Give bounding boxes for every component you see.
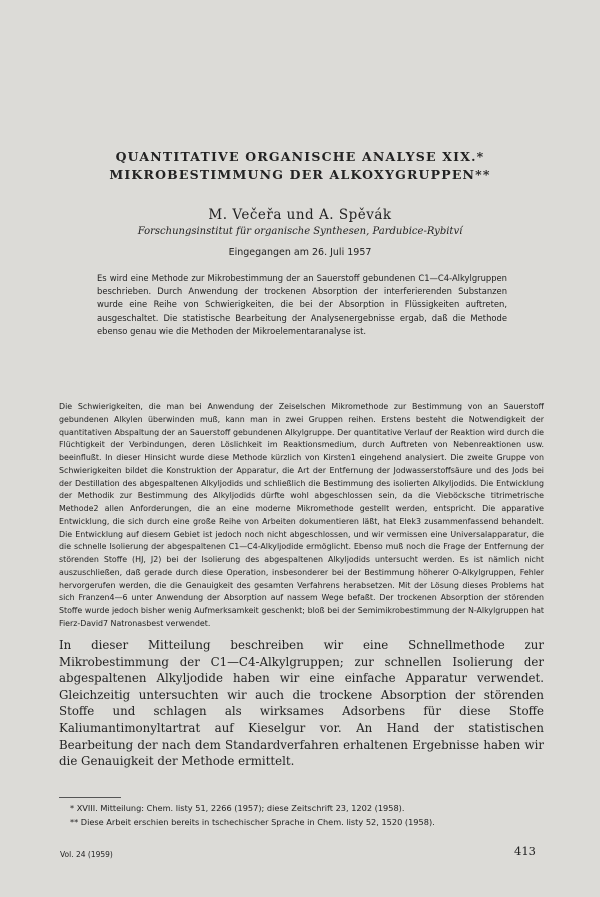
affiliation: Forschungsinstitut für organische Synthesen, Pardubice-Rybitví (137, 226, 463, 237)
body-paragraph: In dieser Mitteilung beschreiben wir eine Schnellmethode zur Mikrobestimmung der C1—C4-Alkylgruppen; zur schnellen Isolierung der abgespaltenen Alkyljodide haben wir eine einfache Apparatur verwendet. Gleichzeitig untersuchten wir auch die trockene Absorption der störenden Stoffe und schlagen als wirksames Adsorbens für diese Stoffe Kaliumantimonyltartrat auf Kieselgur vor. An Hand der statistischen Bearbeitung der nach dem Standardverfahren erhaltenen Ergebnisse haben wir die Genauigkeit der Methode ermittelt. (59, 638, 544, 769)
page-number: 413 (514, 844, 536, 858)
footnote-2: ** Diese Arbeit erschien bereits in tschechischer Sprache in Chem. listy 52, 1520 (1958). (70, 817, 435, 827)
title-line-1: QUANTITATIVE ORGANISCHE ANALYSE XIX.* (115, 149, 485, 164)
intro-paragraph: Die Schwierigkeiten, die man bei Anwendung der Zeiselschen Mikromethode zur Bestimmung von an Sauerstoff gebundenen Alkylen überwinden muß, kann man in zwei Gruppen reihen. Erstens besteht die Notwendigkeit der quantitativen Abspaltung der an Sauerstoff gebundenen Alkylgruppe. Der quantitative Verlauf der Reaktion wird durch die Flüchtigkeit der Verbindungen, deren Löslichkeit im Reaktionsmedium, durch Auftreten von Nebenreaktionen usw. beeinflußt. In dieser Hinsicht wurde diese Methode kürzlich von Kirsten1 eingehend analysiert. Die zweite Gruppe von Schwierigkeiten bildet die Konstruktion der Apparatur, die Art der Entfernung der Jodwasserstoffsäure und des Jods bei der Destillation des abgespaltenen Alkyljodids und schließlich die Bestimmung des isolierten Alkyljodids. Die Entwicklung der Methodik zur Bestimmung des Alkyljodids dürfte wohl abgeschlossen sein, da die Vieböcksche titrimetrische Methode2 allen Anforderungen, die an eine moderne Mikromethode gestellt werden, entspricht. Die apparative Entwicklung, die sich durch eine große Reihe von Arbeiten dokumentieren läßt, hat Elek3 zusammenfassend behandelt. Die Entwicklung auf diesem Gebiet ist jedoch noch nicht abgeschlossen, und wir vermissen eine Universalapparatur, die die schnelle Isolierung der abgespaltenen C1—C4-Alkyljodide ermöglicht. Ebenso muß noch die Frage der Entfernung der störenden Stoffe (HJ, J2) bei der Isolierung des abgespaltenen Alkyljodids untersucht werden. Es ist nämlich nicht auszuschließen, daß gerade durch diese Operation, insbesonderer bei der Bestimmung höherer O-Alkylgruppen, Fehler hervorgerufen werden, die die Genauigkeit des gesamten Verfahrens herabsetzen. Mit der Lösung dieses Problems hat sich Franzen4—6 unter Anwendung der Absorption auf nassem Wege befaßt. Der trockenen Absorption der störenden Stoffe wurde jedoch bisher wenig Aufmerksamkeit geschenkt; bloß bei der Semimikrobestimmung der N-Alkylgruppen hat Fierz-David7 Natronasbest verwendet. (59, 402, 544, 628)
authors: M. Večeřa und A. Spěvák (208, 207, 392, 223)
abstract: Es wird eine Methode zur Mikrobestimmung der an Sauerstoff gebundenen C1—C4-Alkylgruppen beschrieben. Durch Anwendung der trockenen Absorption der interferierenden Substanzen wurde eine Reihe von Schwierigkeiten, die bei der Absorption in Flüssigkeiten auftreten, ausgeschaltet. Die statistische Bearbeitung der Analysenergebnisse ergab, daß die Methode ebenso genau wie die Methoden der Mikroelementaranalyse ist. (97, 273, 507, 336)
title-line-2: MIKROBESTIMMUNG DER ALKOXYGRUPPEN** (109, 167, 491, 182)
volume-label: Vol. 24 (1959) (60, 850, 113, 859)
footnote-divider (59, 797, 121, 798)
footnotes (60, 801, 540, 829)
received-date: Eingegangen am 26. Juli 1957 (228, 247, 372, 258)
article-title (0, 148, 600, 184)
footnote-1: * XVIII. Mitteilung: Chem. listy 51, 2266 (1957); diese Zeitschrift 23, 1202 (1958). (70, 803, 405, 813)
